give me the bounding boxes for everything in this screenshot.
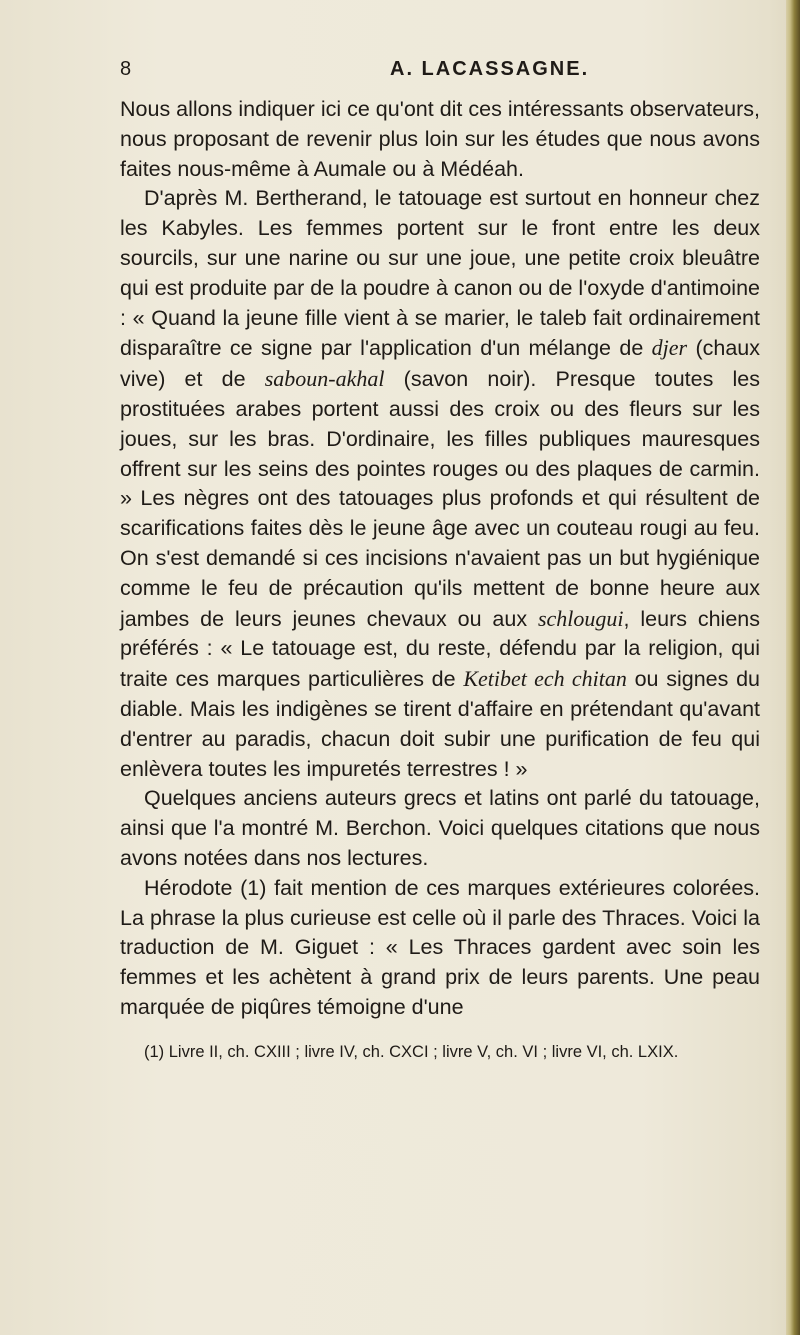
paragraph-1	[120, 95, 760, 184]
paragraph-text: (savon noir). Presque toutes les prostituées arabes portent aussi des croix ou des fleurs sur les joues, sur les bras. D'ordinaire, les filles publiques mauresques offrent sur les seins des pointes rouges ou des plaques de carmin. » Les nègres ont des tatouages plus profonds et qui résultent de scarifications faites dès le jeune âge avec un couteau rougi au feu. On s'est demandé si ces incisions n'avaient pas un but hygiénique comme le feu de précaution qu'ils mettent de bonne heure aux jambes de leurs jeunes chevaux ou aux	[120, 367, 760, 631]
italic-term-schlougui: schlougui	[537, 605, 624, 631]
paragraph-3	[120, 784, 760, 873]
running-title: A. LACASSAGNE.	[390, 58, 590, 80]
italic-term-ketibet-ech-chitan: Ketibet ech chitan	[463, 666, 627, 692]
paragraph-text: Hérodote (1) fait mention de ces marques extérieures colorées. La phrase la plus curieuse est celle où il parle des Thraces. Voici la traduction de M. Giguet : « Les Thraces gardent avec soin les femmes et les achètent à grand prix de leurs parents. Une peau marquée de piqûres témoigne d'une	[120, 875, 760, 1019]
paragraph-text: ou signes du diable. Mais les indigènes se tirent d'affaire en prétendant qu'avant d'entrer au paradis, chacun doit subir une purification de feu qui enlèvera toutes les impuretés terrestres ! »	[120, 667, 760, 781]
paragraph-text: (chaux vive) et de	[120, 336, 760, 392]
paragraph-text: , leurs chiens préférés : « Le tatouage est, du reste, défendu par la religion, qui traite ces marques particulières de	[120, 606, 761, 692]
body-text	[120, 95, 760, 1023]
paragraph-2	[120, 184, 760, 784]
paragraph-4	[120, 874, 760, 1023]
page-number: 8	[120, 58, 133, 80]
book-spine-edge	[786, 0, 800, 1335]
italic-term-saboun-akhal: saboun-akhal	[264, 366, 385, 392]
paragraph-text: D'après M. Bertherand, le tatouage est surtout en honneur chez les Kabyles. Les femmes portent sur le front entre les deux sourcils, sur une narine ou sur une joue, une petite croix bleuâtre qui est produite par de la poudre à canon ou de l'oxyde d'antimoine : « Quand la jeune fille vient à se marier, le taleb fait ordinairement disparaître ce signe par l'application d'un mélange de	[120, 186, 760, 361]
paragraph-text: Nous allons indiquer ici ce qu'ont dit ces intéressants observateurs, nous proposant de revenir plus loin sur les études que nous avons faites nous-même à Aumale ou à Médéah.	[120, 97, 760, 181]
paragraph-text: Quelques anciens auteurs grecs et latins ont parlé du tatouage, ainsi que l'a montré M. Berchon. Voici quelques citations que nous avons notées dans nos lectures.	[120, 786, 760, 870]
italic-term-djer: djer	[651, 335, 688, 361]
page-header	[120, 58, 760, 88]
footnote: (1) Livre II, ch. CXIII ; livre IV, ch. CXCI ; livre V, ch. VI ; livre VI, ch. LXIX.	[144, 1043, 679, 1061]
